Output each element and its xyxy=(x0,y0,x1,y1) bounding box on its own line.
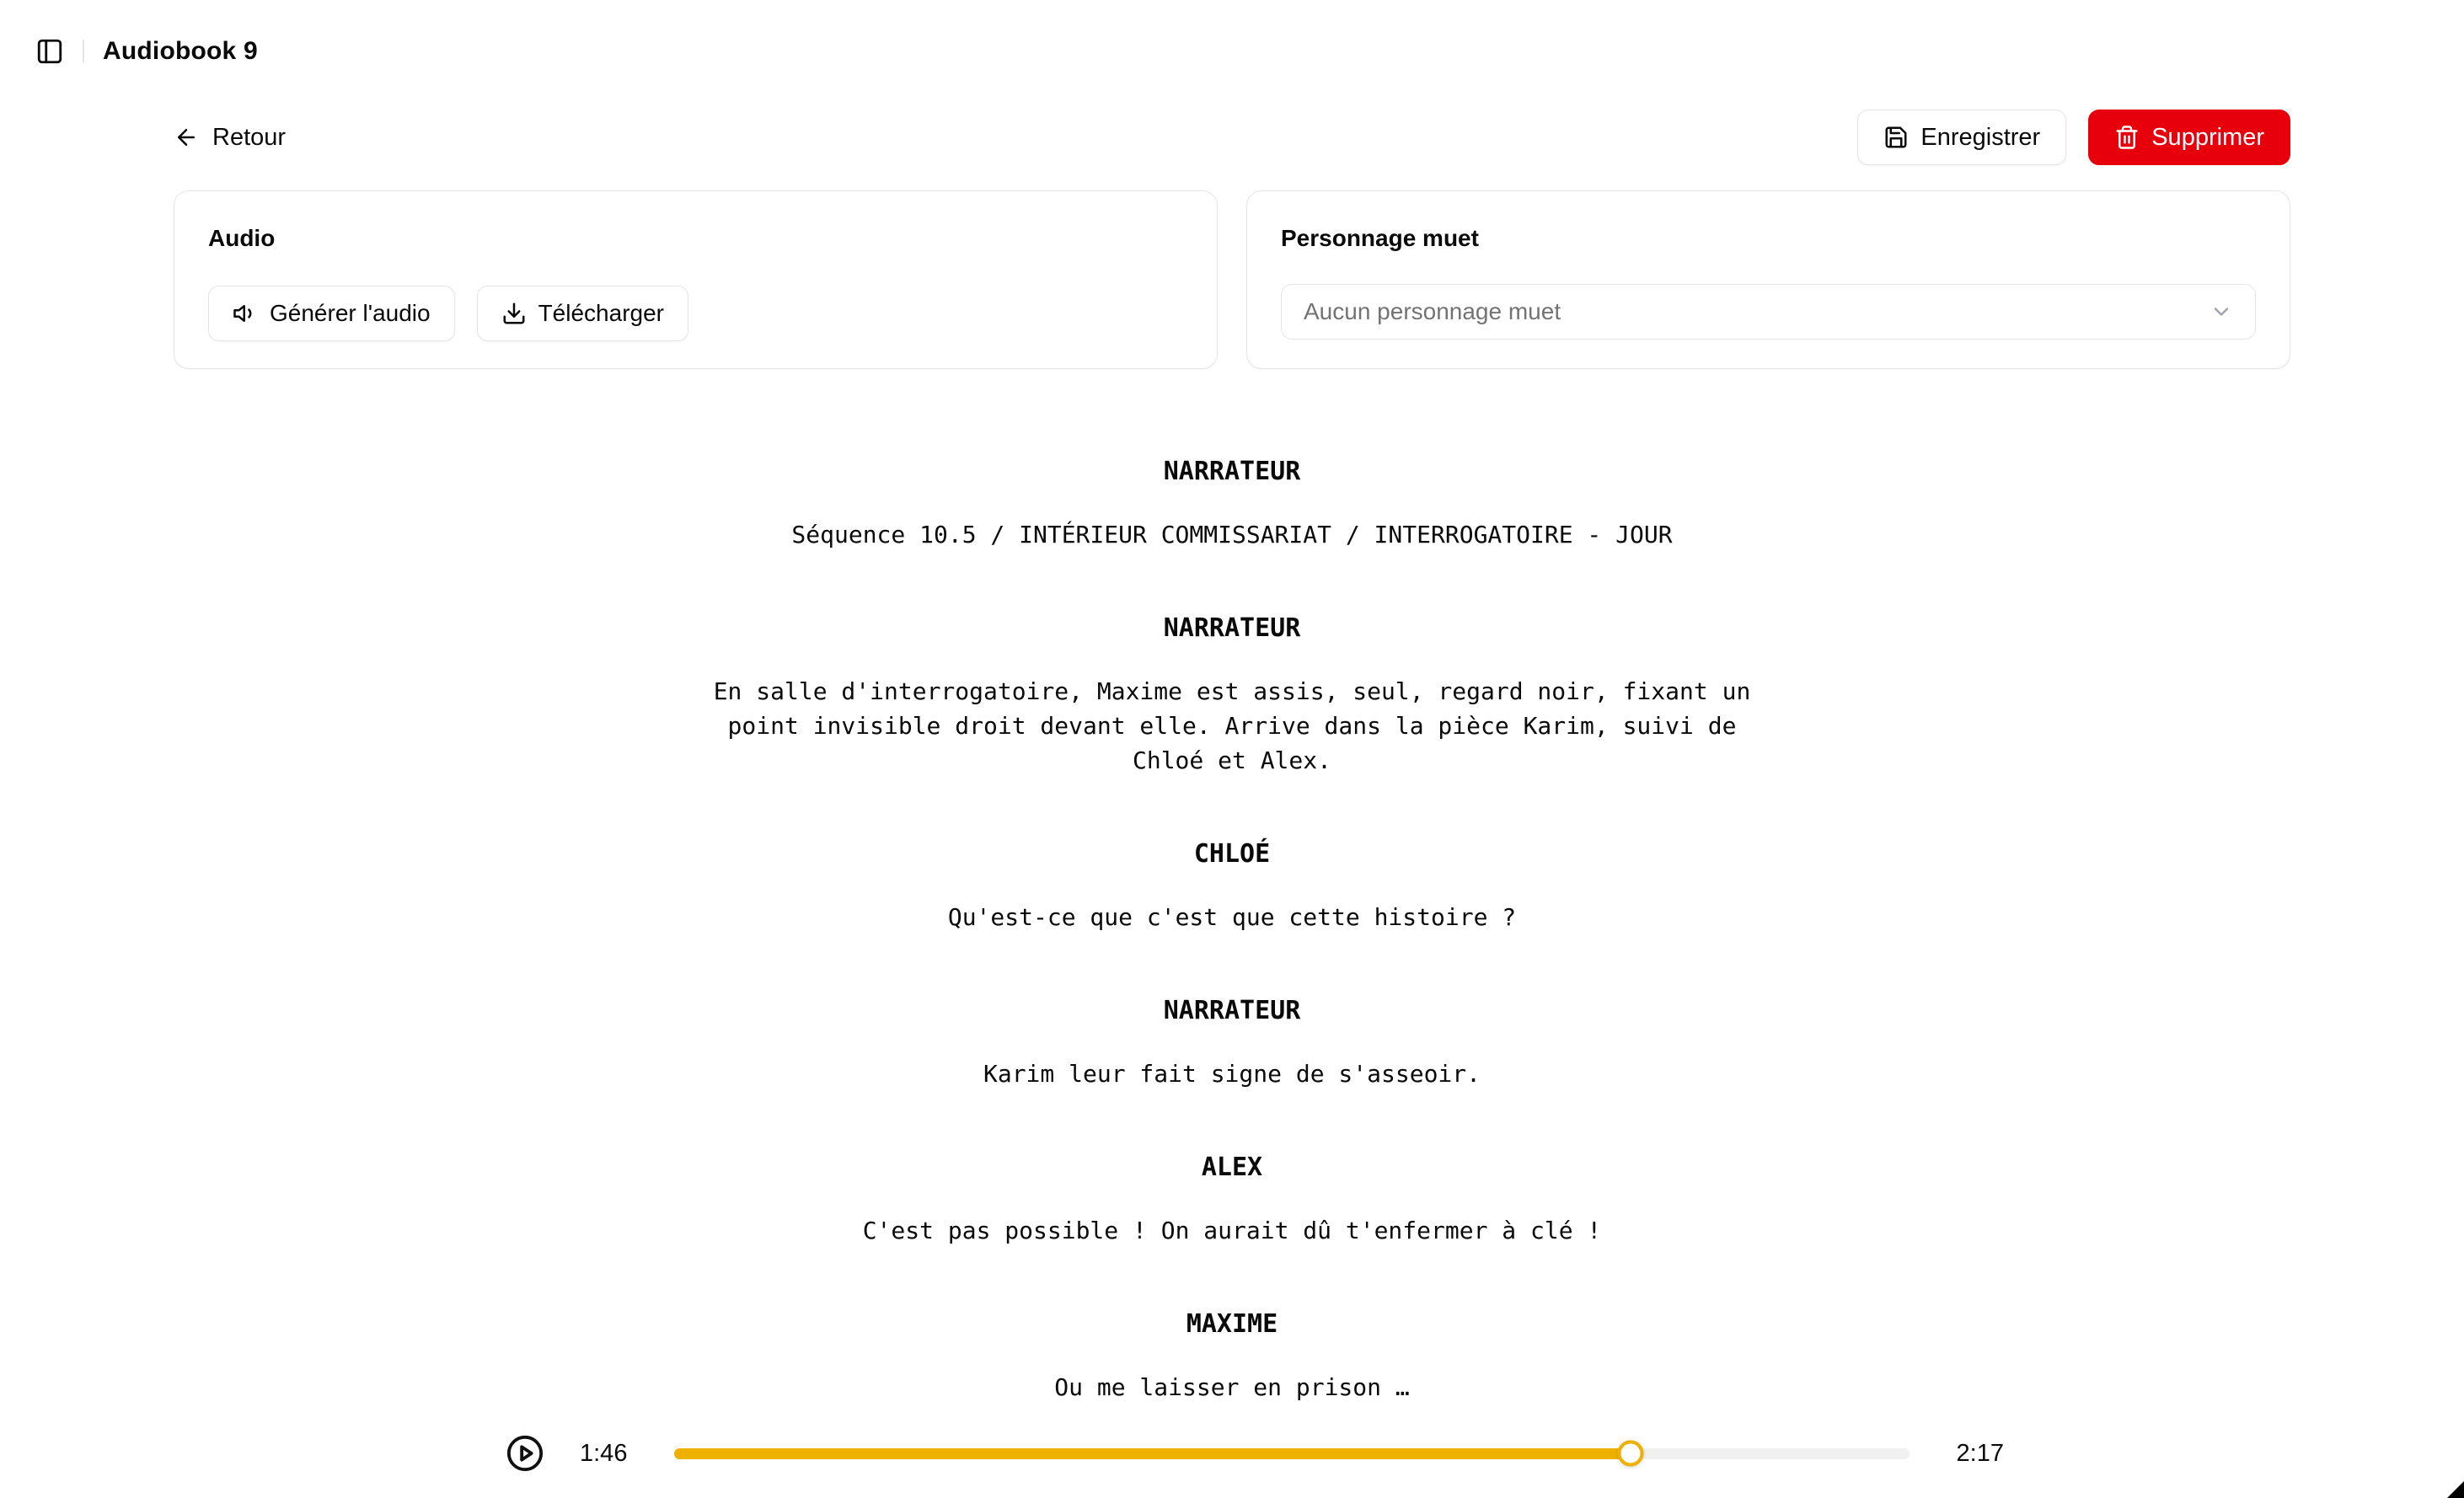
speaker-text: Ou me laisser en prison … xyxy=(1054,1373,1410,1401)
speaker-name: NARRATEUR xyxy=(1163,613,1301,643)
download-button[interactable] xyxy=(477,286,688,341)
script-block xyxy=(174,1309,2290,1404)
arrow-left-icon xyxy=(174,125,199,150)
speaker-name: NARRATEUR xyxy=(1163,996,1301,1025)
save-button[interactable] xyxy=(1857,110,2066,165)
script-transcript xyxy=(174,457,2290,1404)
speaker-name: ALEX xyxy=(1201,1153,1263,1182)
sidebar-toggle-button[interactable] xyxy=(35,37,64,66)
speaker-text: C'est pas possible ! On aurait dû t'enfermer à clé ! xyxy=(862,1217,1602,1244)
total-time: 2:17 xyxy=(1956,1439,2004,1467)
back-button[interactable] xyxy=(174,124,286,152)
speaker-text: Karim leur fait signe de s'asseoir. xyxy=(983,1060,1481,1088)
save-button-label: Enregistrer xyxy=(1920,123,2041,151)
save-icon xyxy=(1883,125,1909,150)
play-button[interactable] xyxy=(506,1434,544,1473)
seek-bar[interactable] xyxy=(674,1448,1910,1459)
script-block xyxy=(174,613,2290,778)
muted-card-title: Personnage muet xyxy=(1281,225,1479,251)
speaker-text: Séquence 10.5 / INTÉRIEUR COMMISSARIAT / INTERROGATOIRE - JOUR xyxy=(791,521,1673,548)
elapsed-time: 1:46 xyxy=(580,1439,628,1467)
download-label: Télécharger xyxy=(538,300,664,326)
script-block xyxy=(174,996,2290,1091)
toolbar-row xyxy=(174,110,2290,165)
delete-button-label: Supprimer xyxy=(2151,123,2264,151)
speaker-text: En salle d'interrogatoire, Maxime est assis, seul, regard noir, fixant un point invisible droit devant elle. Arrive dans la pièce Karim, suivi de Chloé et Alex. xyxy=(713,677,1751,774)
cursor-artifact xyxy=(2447,1481,2464,1498)
topbar-divider xyxy=(83,40,84,63)
generate-audio-button[interactable] xyxy=(208,286,455,341)
muted-character-selected-value: Aucun personnage muet xyxy=(1304,298,1561,324)
script-block xyxy=(174,457,2290,552)
page-title: Audiobook 9 xyxy=(103,37,258,65)
cards-row xyxy=(174,190,2290,369)
delete-button[interactable] xyxy=(2088,110,2290,165)
audio-card-title: Audio xyxy=(208,225,276,251)
panel-left-icon xyxy=(35,37,64,66)
seek-bar-thumb[interactable] xyxy=(1617,1441,1643,1467)
toolbar-actions xyxy=(1857,110,2290,165)
script-block xyxy=(174,1153,2290,1248)
script-block xyxy=(174,839,2290,934)
back-button-label: Retour xyxy=(212,123,287,151)
muted-character-card xyxy=(1246,190,2290,369)
speaker-name: NARRATEUR xyxy=(1163,457,1301,486)
speaker-text: Qu'est-ce que c'est que cette histoire ? xyxy=(947,903,1517,931)
trash-icon xyxy=(2114,125,2140,150)
audio-card-actions xyxy=(208,286,1183,341)
generate-audio-label: Générer l'audio xyxy=(270,300,431,326)
speaker-name: CHLOÉ xyxy=(1193,839,1271,869)
audio-player xyxy=(506,1434,2004,1473)
speaker-name: MAXIME xyxy=(1186,1309,1278,1339)
chevron-down-icon xyxy=(2210,300,2233,324)
muted-character-select[interactable] xyxy=(1281,284,2256,340)
main-content xyxy=(174,110,2290,1404)
seek-bar-fill xyxy=(674,1448,1631,1459)
topbar xyxy=(0,0,2464,66)
download-icon xyxy=(501,301,527,326)
speaker-icon xyxy=(233,301,258,326)
audio-card xyxy=(174,190,1218,369)
circle-play-icon xyxy=(506,1434,544,1473)
